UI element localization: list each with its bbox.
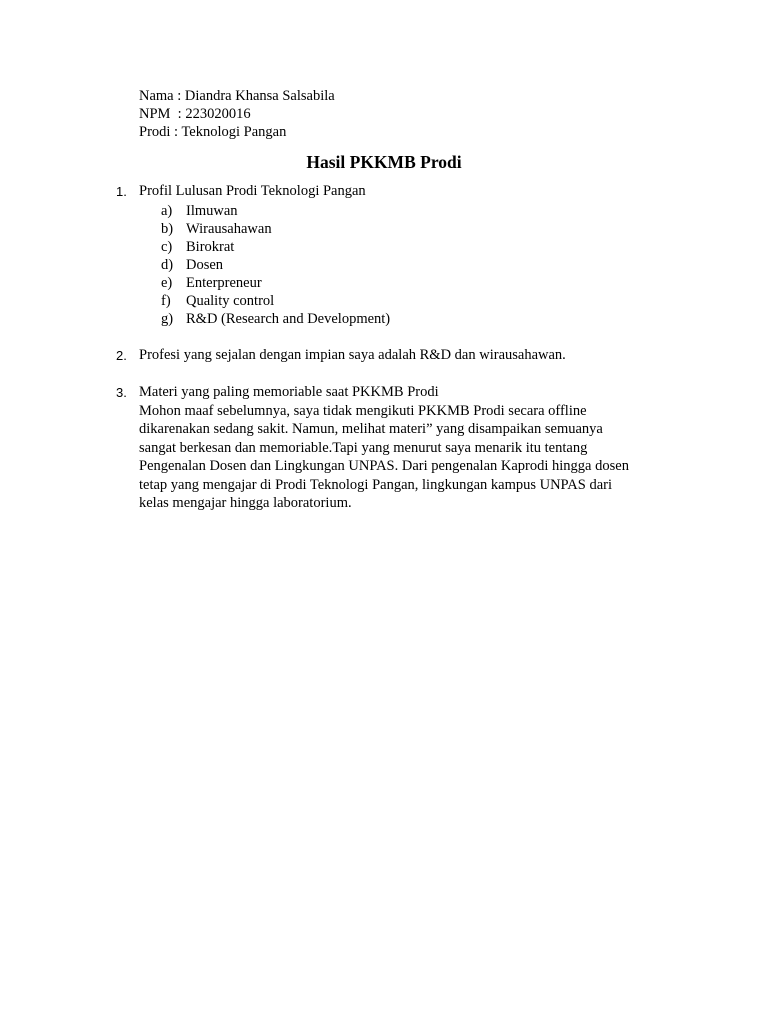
list-item-number: 3.: [116, 385, 127, 400]
sublist-text: Birokrat: [186, 239, 235, 255]
sublist-letter: d): [161, 257, 174, 273]
student-info: [139, 87, 335, 141]
memorable-material-paragraph: [139, 402, 679, 512]
sublist-letter: e): [161, 275, 173, 291]
list-item-text: Profesi yang sejalan dengan impian saya adalah R&D dan wirausahawan.: [139, 347, 566, 363]
paragraph-line: dikarenakan sedang sakit. Namun, melihat materi” yang disampaikan semuanya: [139, 421, 603, 438]
paragraph-line: tetap yang mengajar di Prodi Teknologi Pangan, lingkungan kampus UNPAS dari: [139, 476, 612, 493]
student-prodi: Prodi : Teknologi Pangan: [139, 124, 287, 140]
sublist-letter: c): [161, 239, 173, 255]
paragraph-line: sangat berkesan dan memoriable.Tapi yang menurut saya menarik itu tentang: [139, 439, 588, 456]
list-item-text: Profil Lulusan Prodi Teknologi Pangan: [139, 183, 366, 199]
sublist-letter: g): [161, 311, 174, 327]
student-npm: NPM : 223020016: [139, 106, 251, 122]
sublist-text: Enterpreneur: [186, 275, 262, 291]
sublist-letter: f): [161, 293, 171, 309]
list-item-number: 2.: [116, 348, 127, 363]
student-name: Nama : Diandra Khansa Salsabila: [139, 88, 335, 104]
sublist-text: R&D (Research and Development): [186, 311, 391, 327]
document-title: Hasil PKKMB Prodi: [306, 152, 462, 172]
sublist-letter: a): [161, 203, 173, 219]
sublist-text: Ilmuwan: [186, 203, 238, 219]
paragraph-line: Pengenalan Dosen dan Lingkungan UNPAS. Dari pengenalan Kaprodi hingga dosen: [139, 458, 629, 475]
sublist-text: Quality control: [186, 293, 275, 309]
paragraph-line: Mohon maaf sebelumnya, saya tidak mengikuti PKKMB Prodi secara offline: [139, 403, 587, 419]
list-item-number: 1.: [116, 184, 127, 199]
sublist-letter: b): [161, 221, 174, 237]
list-item-text: Materi yang paling memoriable saat PKKMB Prodi: [139, 384, 439, 400]
sublist-text: Wirausahawan: [186, 221, 272, 237]
sublist-text: Dosen: [186, 257, 224, 273]
paragraph-line: kelas mengajar hingga laboratorium.: [139, 495, 352, 512]
